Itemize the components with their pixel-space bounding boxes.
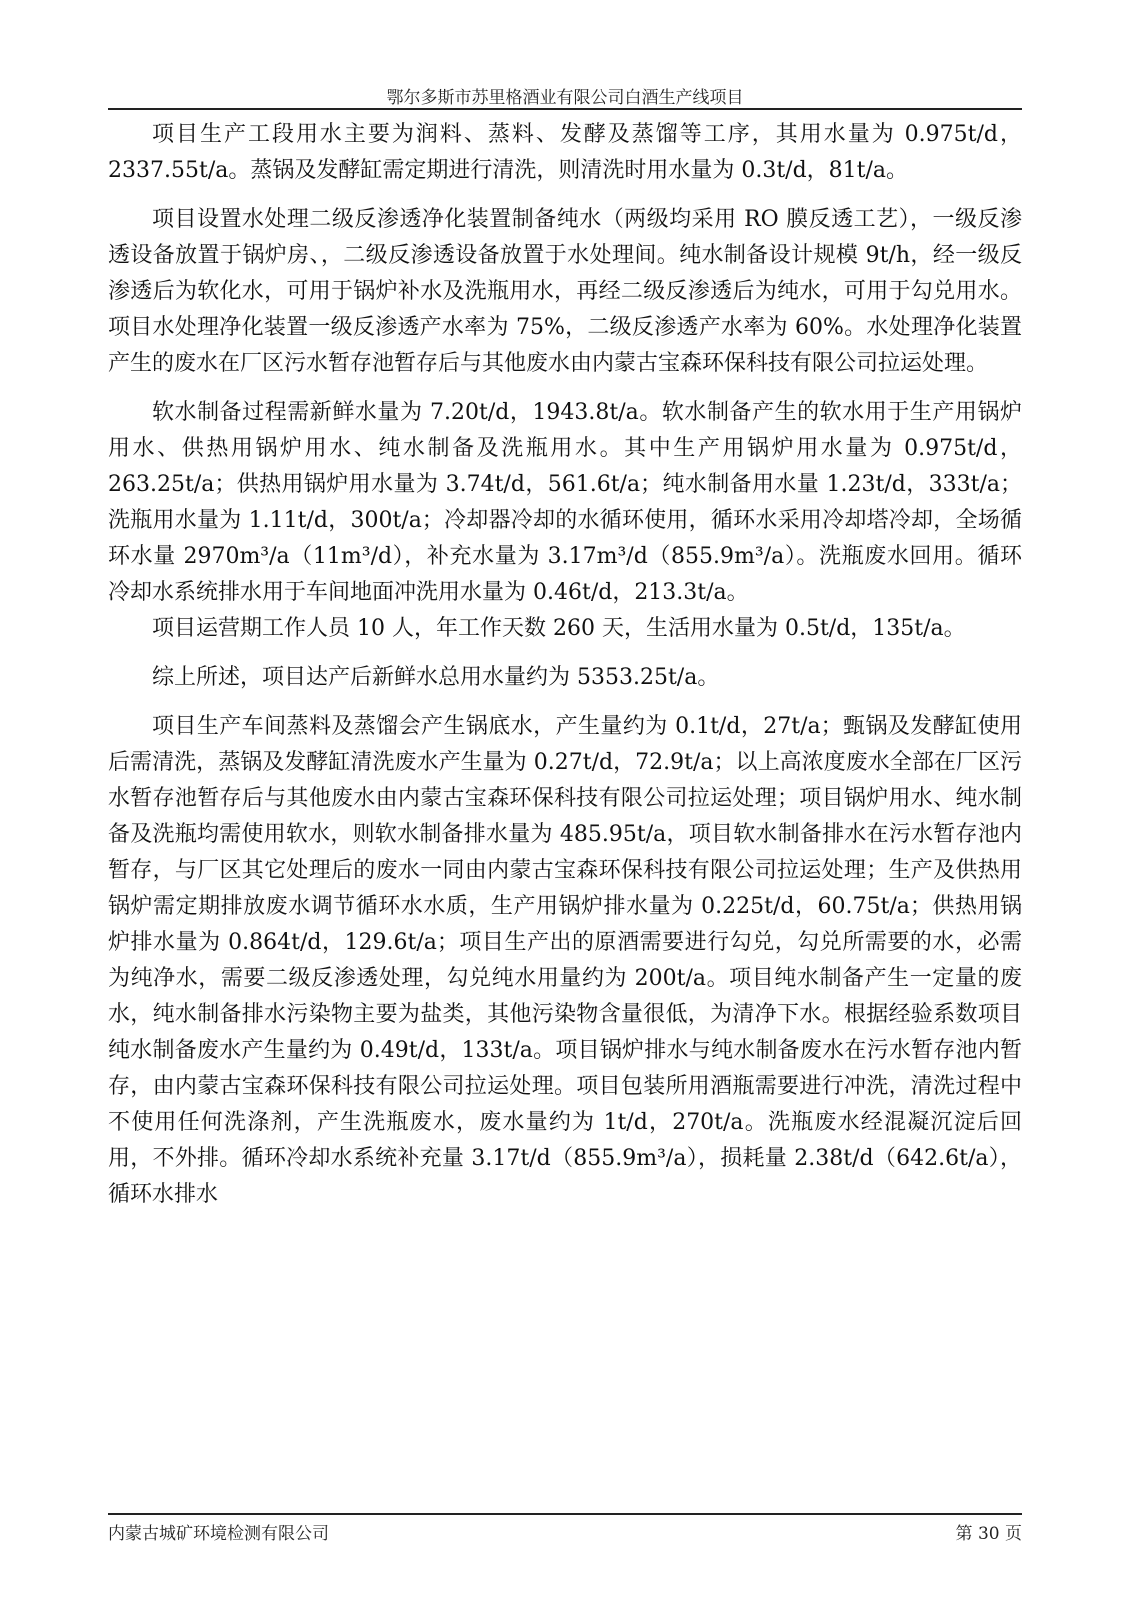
paragraph-soft-water: 软水制备过程需新鲜水量为 7.20t/d，1943.8t/a。软水制备产生的软水用于生产用锅炉用水、供热用锅炉用水、纯水制备及洗瓶用水。其中生产用锅炉用水量为 0.975t/d，263.25t/a；供热用锅炉用水量为 3.74t/d，561.6t/a；纯水制备用水量 1.23t/d，333t/a；洗瓶用水量为 1.11t/d，300t/a；冷却器冷却的水循环使用，循环水采用冷却塔冷却，全场循环水量 2970m³/a（11m³/d），补充水量为 3.17m³/d（855.9m³/a）。洗瓶废水回用。循环冷却水系统排水用于车间地面冲洗用水量为 0.46t/d，213.3t/a。 — [108, 400, 1022, 605]
footer-divider — [108, 1513, 1022, 1515]
paragraph-summary: 综上所述，项目达产后新鲜水总用水量约为 5353.25t/a。 — [152, 665, 720, 690]
document-body — [108, 117, 1022, 1213]
header-divider — [108, 108, 1022, 110]
paragraph-pure-water-treatment: 项目设置水处理二级反渗透净化装置制备纯水（两级均采用 RO 膜反透工艺），一级反渗透设备放置于锅炉房、，二级反渗透设备放置于水处理间。纯水制备设计规模 9t/h，经一级反渗透后为软化水，可用于锅炉补水及洗瓶用水，再经二级反渗透后为纯水，可用于勾兑用水。项目水处理净化装置一级反渗透产水率为 75%，二级反渗透产水率为 60%。水处理净化装置产生的废水在厂区污水暂存池暂存后与其他废水由内蒙古宝森环保科技有限公司拉运处理。 — [108, 207, 1022, 376]
page-number: 第 30 页 — [955, 1524, 1022, 1544]
footer-company: 内蒙古城矿环境检测有限公司 — [108, 1524, 329, 1544]
paragraph-wastewater: 项目生产车间蒸料及蒸馏会产生锅底水，产生量约为 0.1t/d，27t/a；甄锅及发酵缸使用后需清洗，蒸锅及发酵缸清洗废水产生量为 0.27t/d，72.9t/a；以上高浓度废水全部在厂区污水暂存池暂存后与其他废水由内蒙古宝森环保科技有限公司拉运处理；项目锅炉用水、纯水制备及洗瓶均需使用软水，则软水制备排水量为 485.95t/a，项目软水制备排水在污水暂存池内暂存，与厂区其它处理后的废水一同由内蒙古宝森环保科技有限公司拉运处理；生产及供热用锅炉需定期排放废水调节循环水水质，生产用锅炉排水量为 0.225t/d，60.75t/a；供热用锅炉排水量为 0.864t/d，129.6t/a；项目生产出的原酒需要进行勾兑，勾兑所需要的水，必需为纯净水，需要二级反渗透处理，勾兑纯水用量约为 200t/a。项目纯水制备产生一定量的废水，纯水制备排水污染物主要为盐类，其他污染物含量很低，为清净下水。根据经验系数项目纯水制备废水产生量约为 0.49t/d，133t/a。项目锅炉排水与纯水制备废水在污水暂存池内暂存，由内蒙古宝森环保科技有限公司拉运处理。项目包装所用酒瓶需要进行冲洗，清洗过程中不使用任何洗涤剂，产生洗瓶废水，废水量约为 1t/d，270t/a。洗瓶废水经混凝沉淀后回用，不外排。循环冷却水系统补充量 3.17t/d（855.9m³/a），损耗量 2.38t/d（642.6t/a），循环水排水 — [108, 714, 1022, 1207]
page-header-title: 鄂尔多斯市苏里格酒业有限公司白酒生产线项目 — [386, 88, 744, 108]
paragraph-staff-water: 项目运营期工作人员 10 人，年工作天数 260 天，生活用水量为 0.5t/d，135t/a。 — [152, 616, 966, 641]
paragraph-production-water: 项目生产工段用水主要为润料、蒸料、发酵及蒸馏等工序，其用水量为 0.975t/d，2337.55t/a。蒸锅及发酵缸需定期进行清洗，则清洗时用水量为 0.3t/d，81t/a。 — [108, 122, 1022, 183]
